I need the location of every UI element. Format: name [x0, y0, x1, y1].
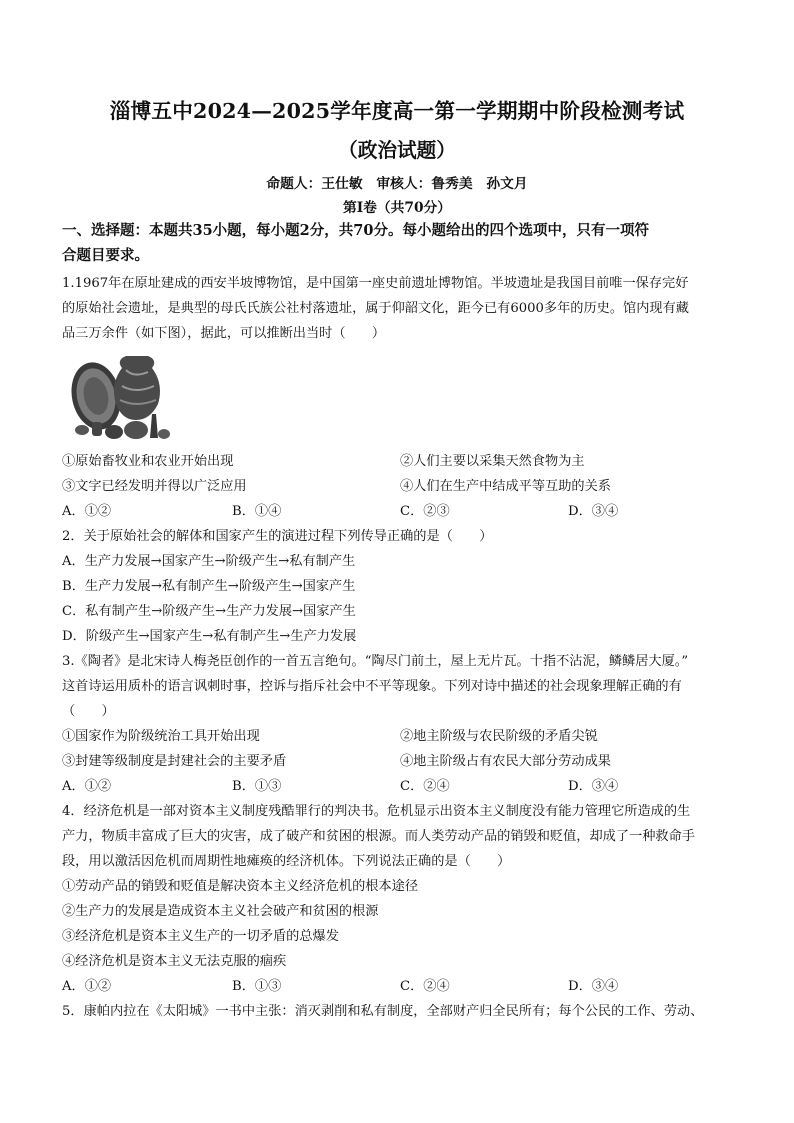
- volume-heading: 第Ⅰ卷（共70分）: [342, 200, 452, 216]
- q1-stem-line2: 的原始社会遗址，是典型的母氏氏族公社村落遗址，属于仰韶文化，距今已有6000多年的历史。馆内现有藏: [62, 301, 689, 316]
- q1-option-4: ④人们在生产中结成平等互助的关系: [400, 479, 611, 494]
- q3-stem-line1: 3.《陶者》是北宋诗人梅尧臣创作的一首五言绝句。“陶尽门前土，屋上无片瓦。十指不沾泥，鳞鳞居大厦。”: [62, 654, 689, 669]
- q1-option-2: ②人们主要以采集天然食物为主: [400, 454, 585, 469]
- q1-choice-b: B．①④: [232, 504, 282, 519]
- q4-choice-a: A．①②: [62, 979, 112, 994]
- q2-choice-d: D．阶级产生→国家产生→私有制产生→生产力发展: [62, 629, 357, 644]
- q3-choice-c: C．②④: [400, 779, 450, 794]
- q3-stem-line2: 这首诗运用质朴的语言讽刺时事，控诉与指斥社会中不平等现象。下列对诗中描述的社会现象理解正确的有: [62, 679, 682, 694]
- q3-choice-a: A．①②: [62, 779, 112, 794]
- q2-choice-c: C．私有制产生→阶级产生→生产力发展→国家产生: [62, 604, 356, 619]
- q1-stem-line3: 品三万余件（如下图），据此，可以推断出当时（ ）: [62, 326, 386, 341]
- q5-stem-line1: 5．康帕内拉在《太阳城》一书中主张：消灭剥削和私有制度，全部财产归全民所有；每个公民的工作、劳动、: [62, 1004, 704, 1019]
- q3-option-1: ①国家作为阶级统治工具开始出现: [62, 729, 260, 744]
- q1-option-3: ③文字已经发明并得以广泛应用: [62, 479, 247, 494]
- q2-choice-a: A．生产力发展→国家产生→阶级产生→私有制产生: [62, 554, 356, 569]
- q1-choice-c: C．②③: [400, 504, 450, 519]
- q1-option-1: ①原始畜牧业和农业开始出现: [62, 454, 234, 469]
- q4-option-3: ③经济危机是资本主义生产的一切矛盾的总爆发: [62, 929, 339, 944]
- q3-choice-d: D．③④: [568, 779, 619, 794]
- q4-choice-b: B．①③: [232, 979, 282, 994]
- q2-choice-b: B．生产力发展→私有制产生→阶级产生→国家产生: [62, 579, 356, 594]
- exam-subtitle: （政治试题）: [338, 139, 456, 162]
- q1-choice-d: D．③④: [568, 504, 619, 519]
- exam-title: 淄博五中2024—2025学年度高一第一学期期中阶段检测考试: [109, 99, 685, 123]
- q4-option-2: ②生产力的发展是造成资本主义社会破产和贫困的根源: [62, 904, 379, 919]
- q4-choice-c: C．②④: [400, 979, 450, 994]
- q4-option-1: ①劳动产品的销毁和贬值是解决资本主义经济危机的根本途径: [62, 879, 419, 894]
- q3-choice-b: B．①③: [232, 779, 282, 794]
- q3-option-3: ③封建等级制度是封建社会的主要矛盾: [62, 754, 287, 769]
- pottery-artifacts-image: [64, 350, 172, 444]
- q3-stem-line3: （ ）: [62, 704, 115, 719]
- exam-authors: 命题人：王仕敏 审核人：鲁秀美 孙文月: [266, 176, 528, 192]
- q1-stem-line1: 1.1967年在原址建成的西安半坡博物馆，是中国第一座史前遗址博物馆。半坡遗址是我国目前唯一保存完好: [62, 276, 689, 291]
- q4-stem-line2: 产力，物质丰富成了巨大的灾害，成了破产和贫困的根源。而人类劳动产品的销毁和贬值，却成了一种救命手: [62, 829, 695, 844]
- q4-stem-line3: 段，用以激活因危机而周期性地瘫痪的经济机体。下列说法正确的是（ ）: [62, 854, 511, 869]
- q4-option-4: ④经济危机是资本主义无法克服的痼疾: [62, 954, 287, 969]
- q4-choice-d: D．③④: [568, 979, 619, 994]
- q3-option-4: ④地主阶级占有农民大部分劳动成果: [400, 754, 611, 769]
- q3-option-2: ②地主阶级与农民阶级的矛盾尖锐: [400, 729, 598, 744]
- q1-choice-a: A．①②: [62, 504, 112, 519]
- q4-stem-line1: 4．经济危机是一部对资本主义制度残酷罪行的判决书。危机显示出资本主义制度没有能力管理它所造成的生: [62, 804, 691, 819]
- section-instructions-line2: 合题目要求。: [62, 247, 149, 264]
- q2-stem: 2．关于原始社会的解体和国家产生的演进过程下列传导正确的是（ ）: [62, 529, 493, 544]
- section-instructions-line1: 一、选择题：本题共35小题，每小题2分，共70分。每小题给出的四个选项中，只有一项符: [62, 222, 649, 239]
